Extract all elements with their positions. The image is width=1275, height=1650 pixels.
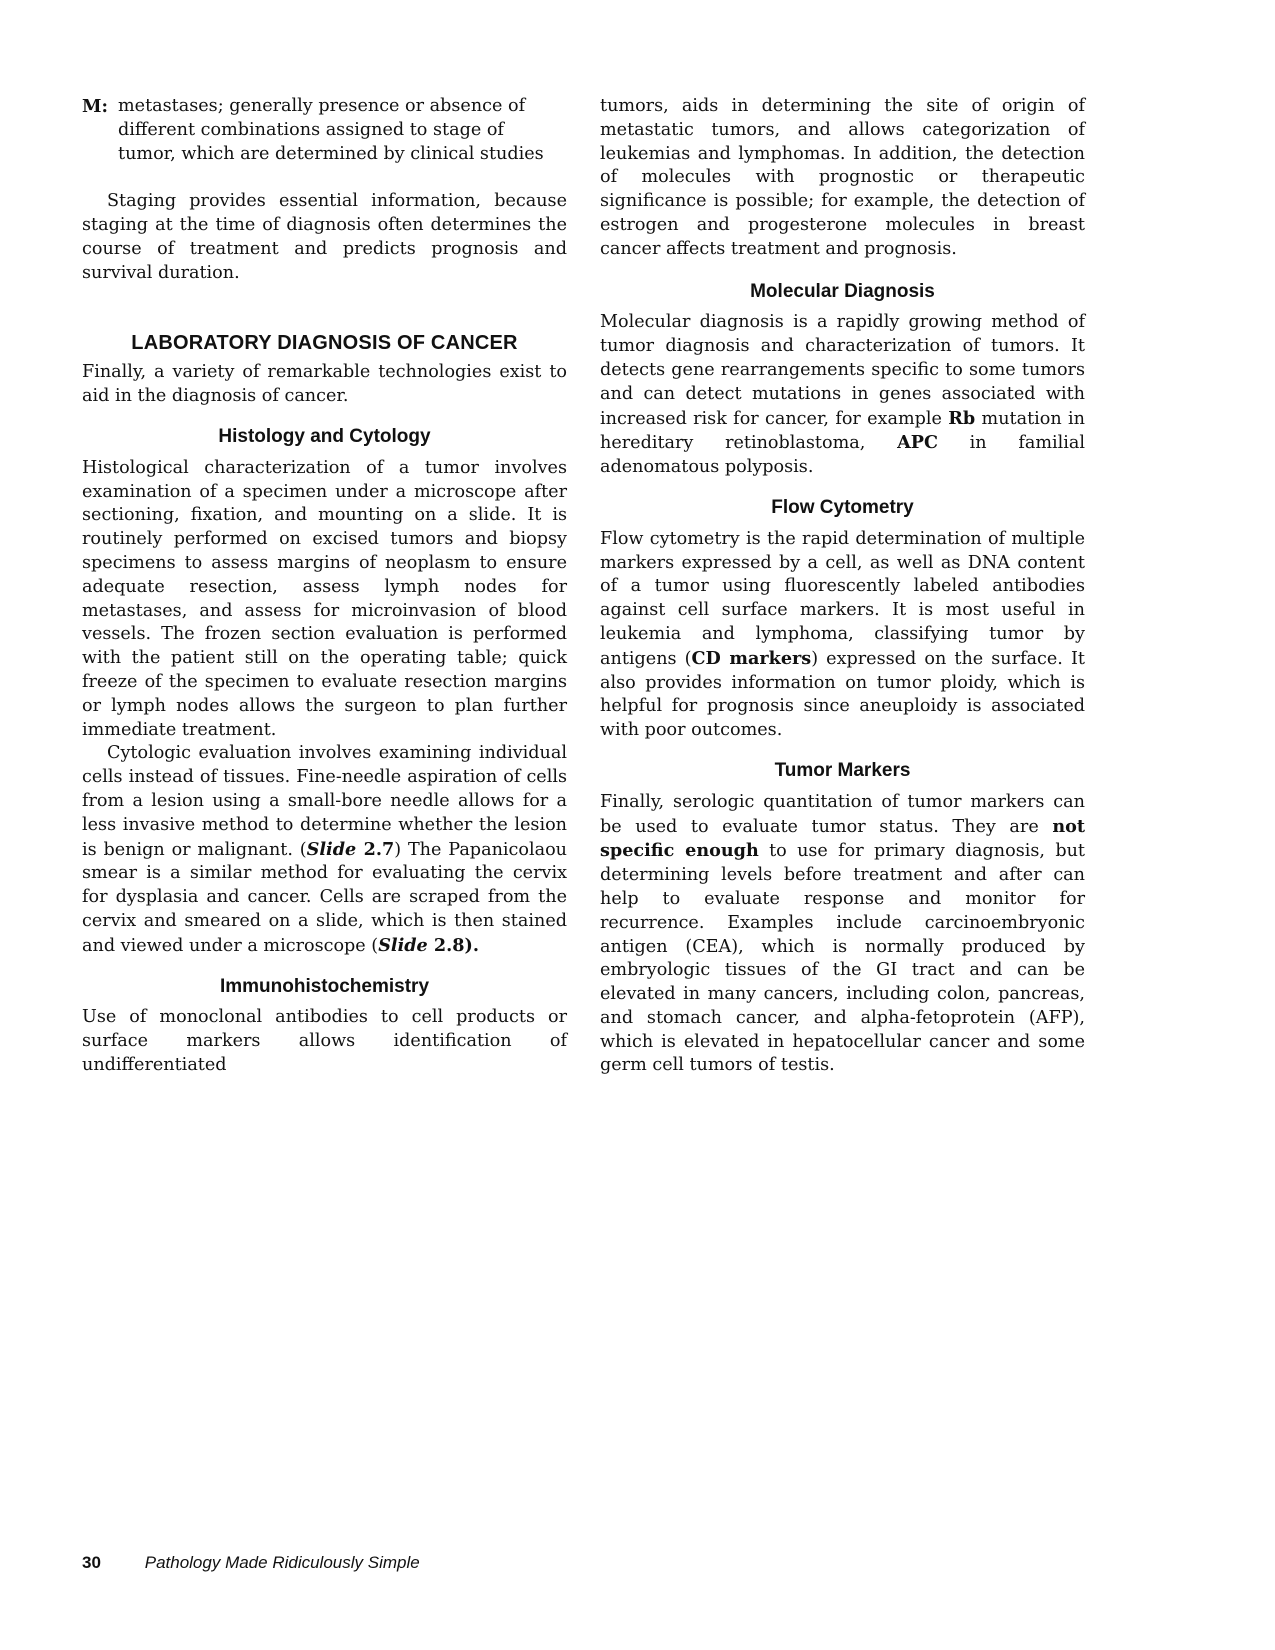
subheading-histology: Histology and Cytology [218,425,431,447]
term-key: M: [82,96,108,117]
immunohistochemistry-paragraph: Use of monoclonal antibodies to cell products or surface markers allows identification of undifferentiated [82,1007,567,1075]
subheading-tumor-markers: Tumor Markers [774,759,911,781]
staging-paragraph: Staging provides essential information, because staging at the time of diagnosis often determines the course of treatment and predicts prognosis and survival duration. [82,191,567,283]
staging-term-m [82,95,567,166]
subheading-molecular-diagnosis: Molecular Diagnosis [750,280,935,302]
flow-paragraph: Flow cytometry is the rapid determination of multiple markers expressed by a cell, as well as DNA content of a tumor using fluorescently labeled antibodies against cell surface markers. It is most useful in leukemia and lymphoma, classifying tumor by antigens (CD markers) expressed on the surface. It also provides information on tumor ploidy, which is helpful for prognosis since aneuploidy is associated with poor outcomes. [600,528,1085,741]
cytology-paragraph: Cytologic evaluation involves examining individual cells instead of tissues. Fine-needle aspiration of cells from a lesion using a small-bore needle allows for a less invasive method to determine whether the lesion is benign or malignant. (Slide 2.7) The Papanicolaou smear is a similar method for evaluating the cervix for dysplasia and cancer. Cells are scraped from the cervix and smeared on a slide, which is then stained and viewed under a microscope (Slide 2.8). [82,743,568,956]
tumor-markers-paragraph: Finally, serologic quantitation of tumor markers can be used to evaluate tumor status. They are not specific enough to use for primary diagnosis, but determining levels before treatment and after can help to evaluate response and monitor for recurrence. Examples include carcinoembryonic antigen (CEA), which is normally produced by embryologic tissues of the GI tract and can be elevated in many cancers, including colon, pancreas, and stomach cancer, and alpha-fetoprotein (AFP), which is elevated in hepatocellular cancer and some germ cell tumors of testis. [600,791,1085,1076]
immunohistochemistry-continuation: tumors, aids in determining the site of origin of metastatic tumors, and allows categorization of leukemias and lymphomas. In addition, the detection of molecules with prognostic or therapeutic significance is possible; for example, the detection of estrogen and progesterone molecules in breast cancer affects treatment and prognosis. [600,96,1085,259]
molecular-paragraph: Molecular diagnosis is a rapidly growing method of tumor diagnosis and characterization of tumors. It detects gene rearrangements specific to some tumors and can detect mutations in genes associated with increased risk for cancer, for example Rb mutation in hereditary retinoblastoma, APC in familial adenomatous polyposis. [600,312,1086,478]
histology-paragraph: Histological characterization of a tumor involves examination of a specimen under a microscope after sectioning, fixation, and mounting on a slide. It is routinely performed on excised tumors and biopsy specimens to assess margins of neoplasm to ensure adequate resection, assess lymph nodes for metastases, and assess for microinvasion of blood vessels. The frozen section evaluation is performed with the patient still on the operating table; quick freeze of the specimen to evaluate resection margins or lymph nodes allows the surgeon to plan further immediate treatment. [82,457,567,740]
left-column [82,95,567,1078]
section-heading: LABORATORY DIAGNOSIS OF CANCER [131,331,518,354]
right-column [600,95,1085,1078]
term-definition: metastases; generally presence or absence of different combinations assigned to stage of tumor, which are determined by clinical studies [118,96,544,164]
running-title: Pathology Made Ridiculously Simple [144,1553,420,1572]
subheading-flow-cytometry: Flow Cytometry [771,496,914,518]
section-intro: Finally, a variety of remarkable technologies exist to aid in the diagnosis of cancer. [82,362,567,407]
page-number: 30 [82,1553,101,1572]
page-footer [82,1553,420,1573]
subheading-immunohistochemistry: Immunohistochemistry [219,975,430,997]
